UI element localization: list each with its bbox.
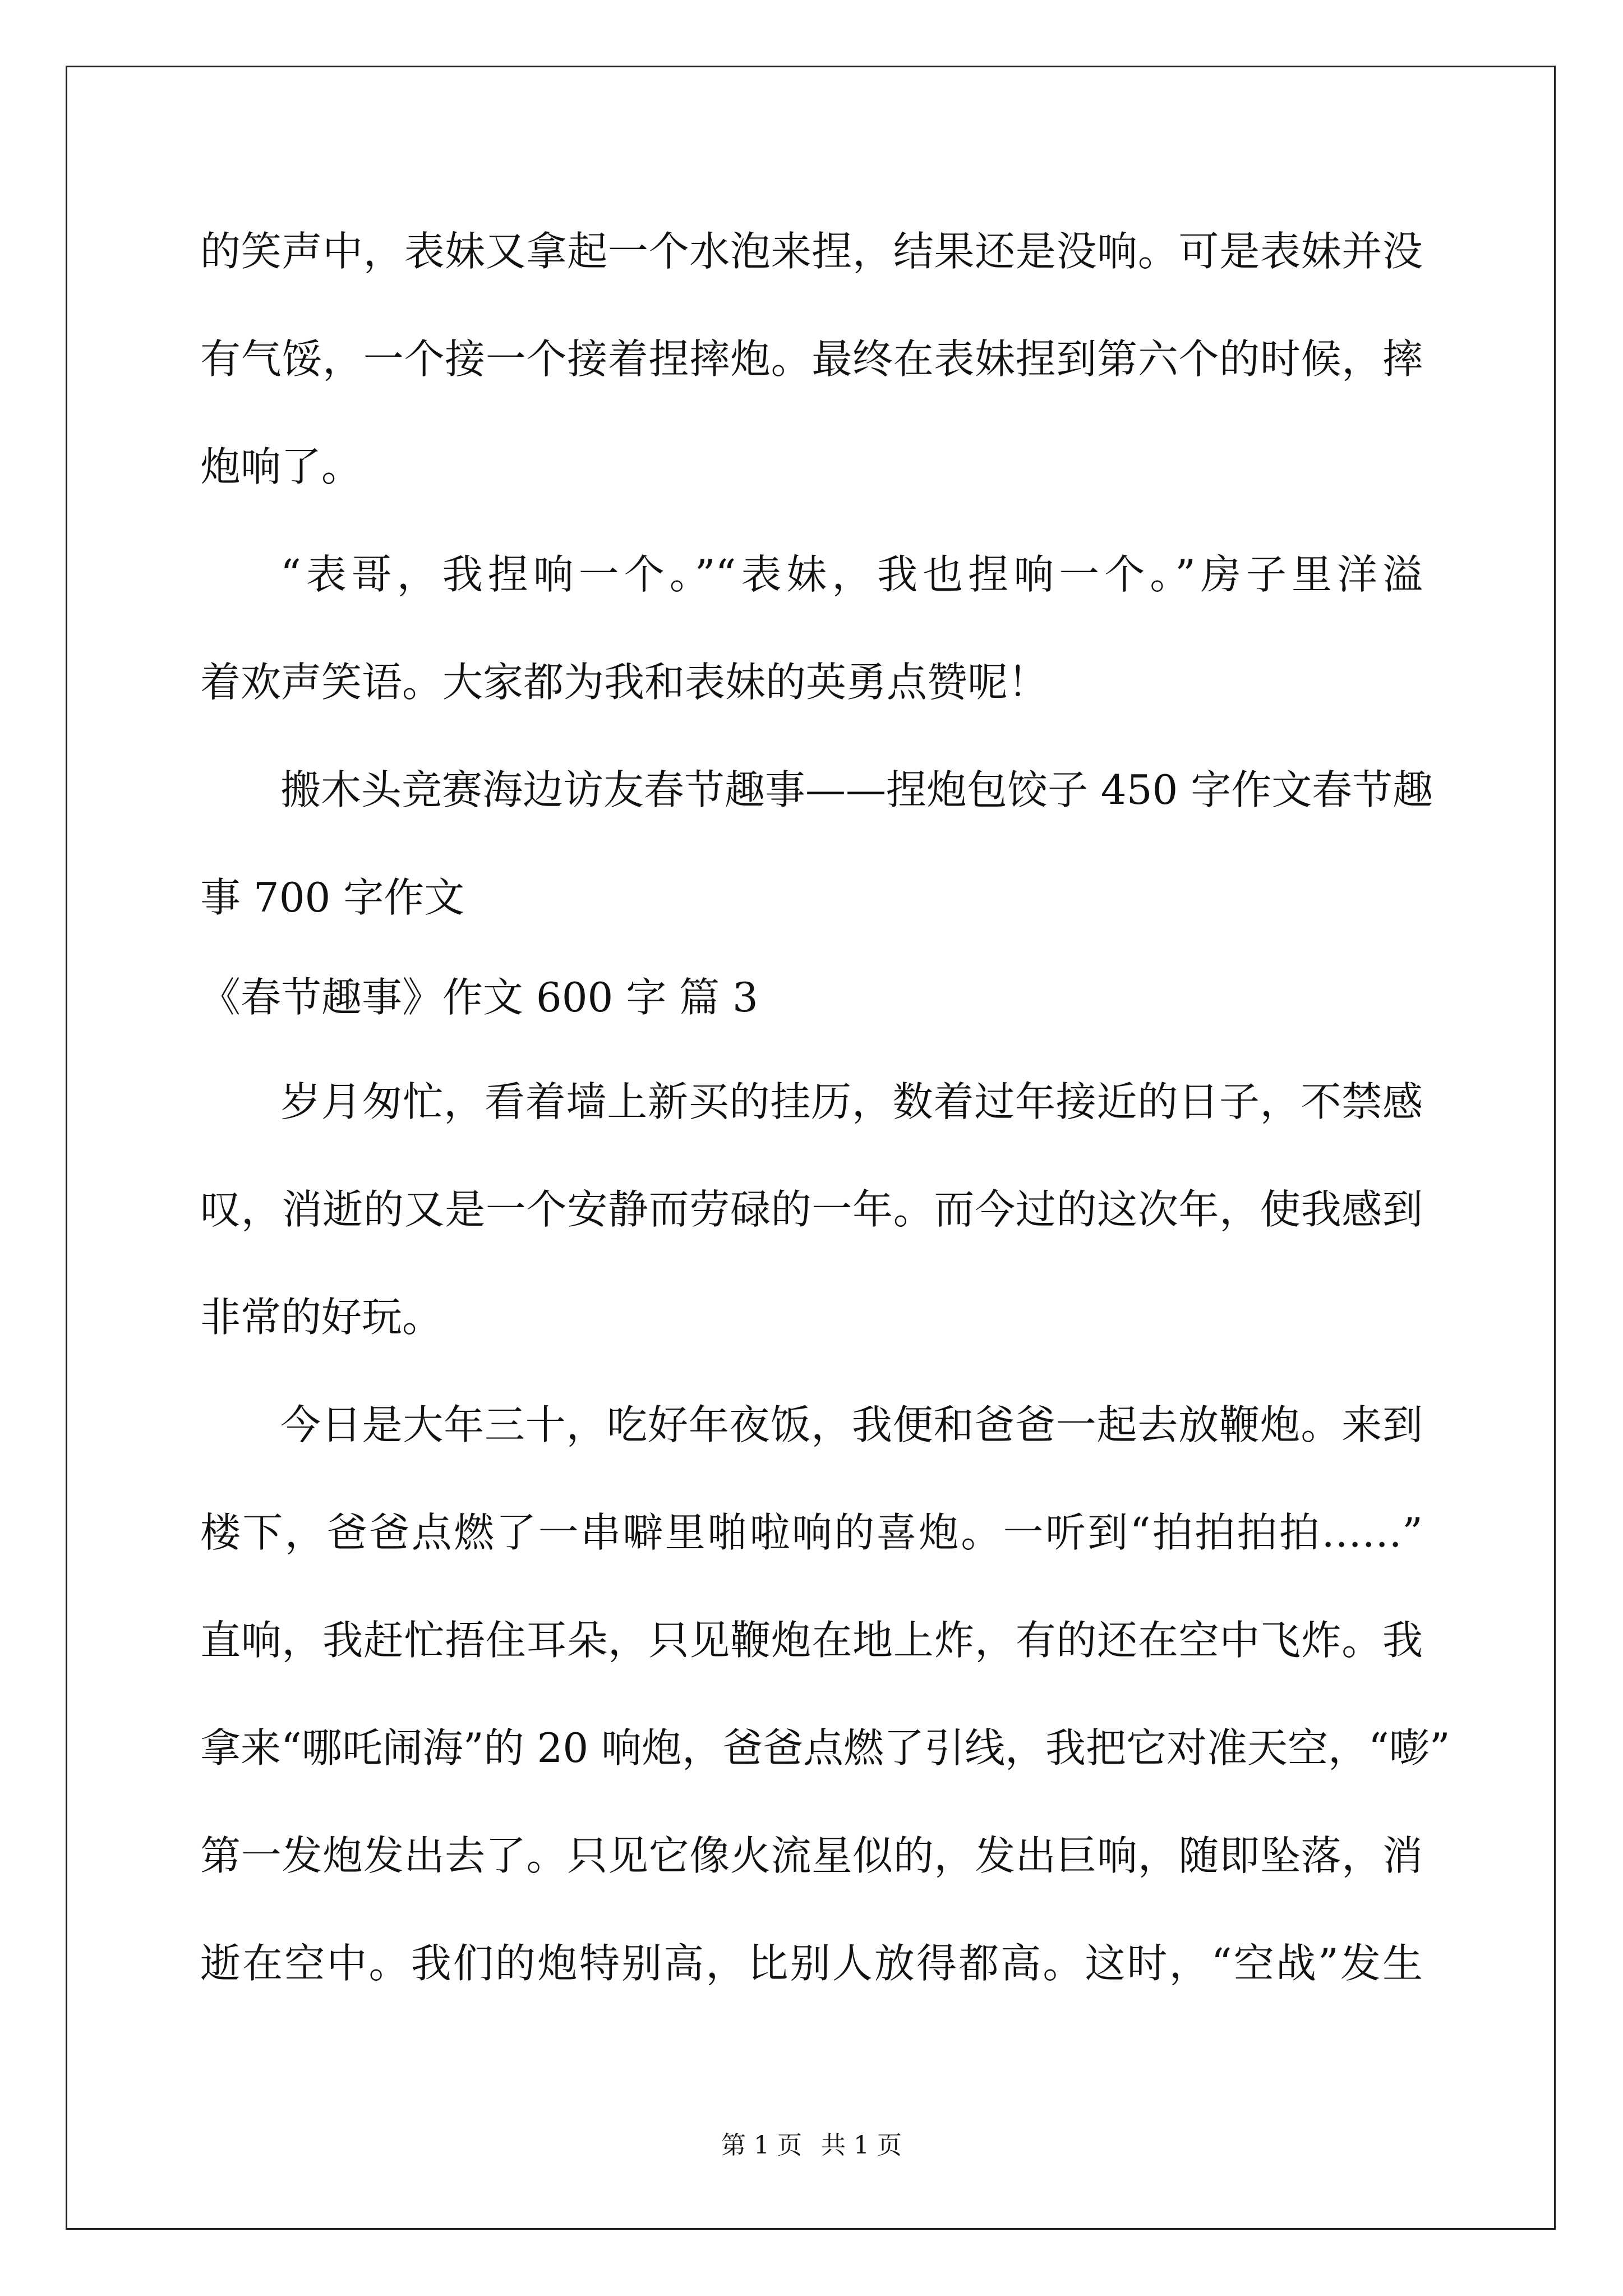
page-footer [0, 2133, 1623, 2158]
paragraph-line: 叹，消逝的又是一个安静而劳碌的一年。而今过的这次年，使我感到 [200, 1186, 1423, 1233]
paragraph-line: 第一发炮发出去了。只见它像火流星似的，发出巨响，随即坠落，消 [200, 1832, 1423, 1879]
paragraph-line: “表哥，我捏响一个。”“表妹，我也捏响一个。”房子里洋溢 [280, 551, 1423, 598]
page-total: 共 1 页 [821, 2131, 902, 2160]
paragraph-line: 有气馁，一个接一个接着捏摔炮。最终在表妹捏到第六个的时候，摔 [200, 335, 1423, 383]
paragraph-line: 拿来“哪吒闹海”的 20 响炮，爸爸点燃了引线，我把它对准天空，“嘭” [200, 1724, 1450, 1772]
page-number: 第 1 页 [721, 2131, 802, 2160]
page-border [66, 66, 1556, 2230]
paragraph-line: 直响，我赶忙捂住耳朵，只见鞭炮在地上炸，有的还在空中飞炸。我 [200, 1617, 1423, 1664]
paragraph-line: 着欢声笑语。大家都为我和表妹的英勇点赞呢！ [200, 659, 1049, 706]
paragraph-line: 事 700 字作文 [200, 874, 465, 921]
paragraph-line: 的笑声中，表妹又拿起一个水泡来捏，结果还是没响。可是表妹并没 [200, 228, 1423, 275]
paragraph-line: 搬木头竞赛海边访友春节趣事——捏炮包饺子 450 字作文春节趣 [280, 766, 1433, 813]
paragraph-line: 楼下，爸爸点燃了一串噼里啪啦响的喜炮。一听到“拍拍拍拍……” [200, 1509, 1423, 1556]
paragraph-line: 岁月匆忙，看着墙上新买的挂历，数着过年接近的日子，不禁感 [280, 1078, 1423, 1125]
paragraph-line: 今日是大年三十，吃好年夜饭，我便和爸爸一起去放鞭炮。来到 [280, 1401, 1423, 1448]
paragraph-line: 非常的好玩。 [200, 1294, 443, 1341]
section-heading: 《春节趣事》作文 600 字 篇 3 [200, 974, 758, 1021]
paragraph-line: 炮响了。 [200, 443, 362, 490]
paragraph-line: 逝在空中。我们的炮特别高，比别人放得都高。这时，“空战”发生 [200, 1940, 1423, 1987]
